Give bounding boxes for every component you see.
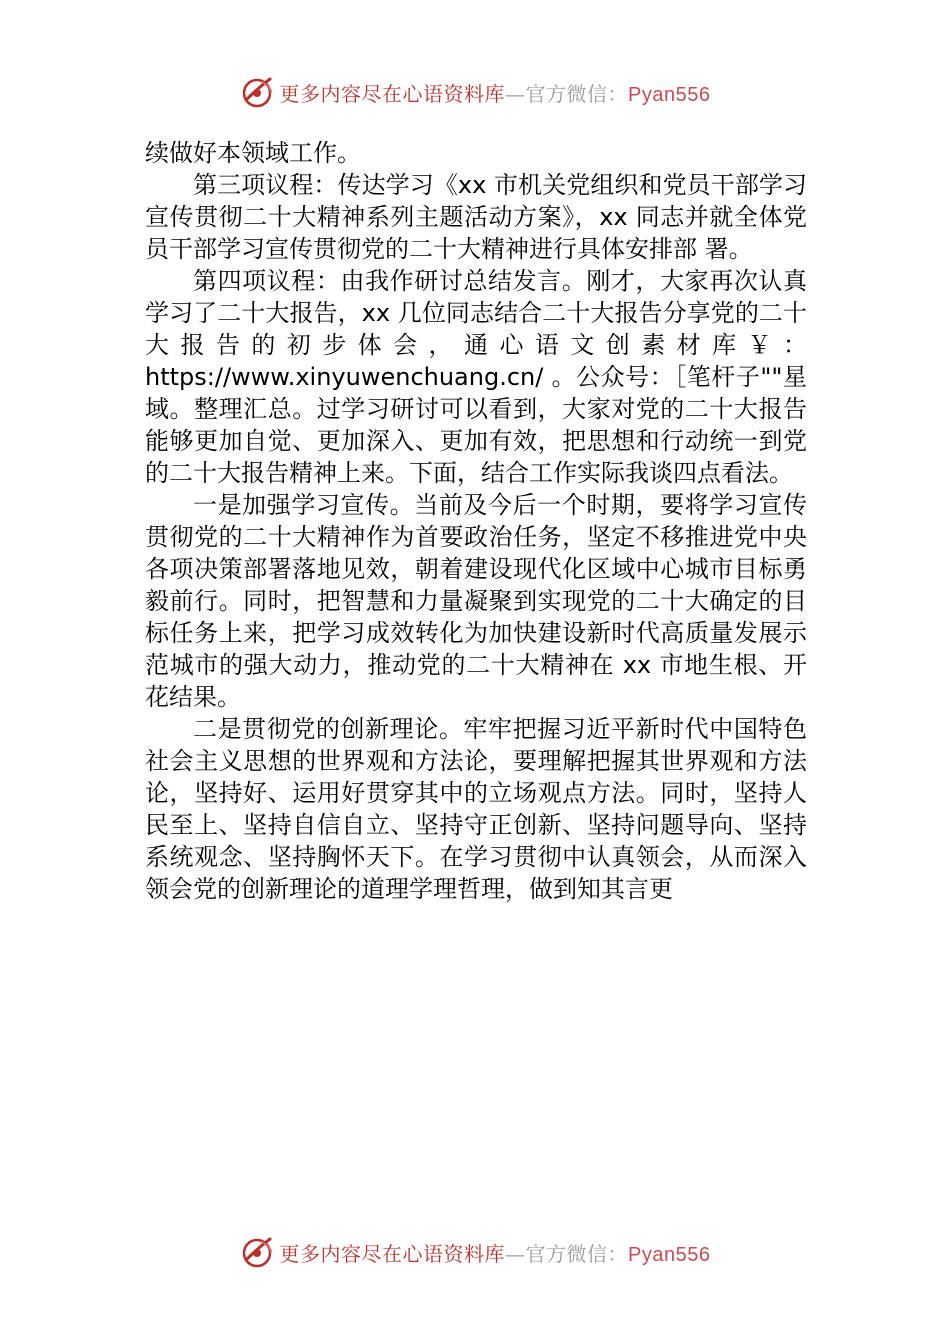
banner-text [280, 78, 711, 107]
banner-wechat-label: —官方微信： [505, 81, 629, 106]
document-body [145, 137, 807, 905]
paragraph-point-1: 一是加强学习宣传。当前及今后一个时期，要将学习宣传贯彻党的二十大精神作为首要政治任务，坚定不移推进党中央各项决策部署落地见效，朝着建设现代化区域中心城市目标勇毅前行。同时，把智慧和力量凝聚到实现党的二十大确定的目标任务上来，把学习成效转化为加快建设新时代高质量发展示范城市的强大动力，推动党的二十大精神在 xx 市地生根、开花结果。 [145, 491, 807, 711]
banner-wechat-id: Pyan556 [628, 1243, 711, 1266]
footer-banner [0, 1230, 950, 1274]
paragraph-continuation: 续做好本领域工作。 [145, 139, 361, 167]
logo-icon [240, 1234, 276, 1270]
paragraph-agenda-4: 第四项议程：由我作研讨总结发言。刚才，大家再次认真学习了二十大报告，xx 几位同志结合二十大报告分享党的二十大报告的初步体会，通心语文创素材库￥：https://www.xinyuwenchuang.cn/ 。公众号：［笔杆子""星域。整理汇总。过学习研讨可以看到，大家对党的二十大报告能够更加自觉、更加深入、更加有效，把思想和行动统一到党的二十大报告精神上来。下面，结合工作实际我谈四点看法。 [145, 267, 807, 487]
banner-wechat-label: —官方微信： [505, 1241, 629, 1266]
banner-site-name: 更多内容尽在心语资料库 [279, 1241, 506, 1266]
paragraph-agenda-3: 第三项议程：传达学习《xx 市机关党组织和党员干部学习宣传贯彻二十大精神系列主题活动方案》，xx 同志并就全体党员干部学习宣传贯彻党的二十大精神进行具体安排部 署。 [145, 171, 807, 263]
paragraph-point-2: 二是贯彻党的创新理论。牢牢把握习近平新时代中国特色社会主义思想的世界观和方法论，要理解把握其世界观和方法论，坚持好、运用好贯穿其中的立场观点方法。同时，坚持人民至上、坚持自信自立、坚持守正创新、坚持问题导向、坚持系统观念、坚持胸怀天下。在学习贯彻中认真领会，从而深入领会党的创新理论的道理学理哲理，做到知其言更 [145, 715, 807, 903]
header-banner [0, 70, 950, 114]
banner-site-name: 更多内容尽在心语资料库 [279, 81, 506, 106]
banner-text [280, 1238, 711, 1267]
banner-wechat-id: Pyan556 [628, 83, 711, 106]
logo-icon [240, 74, 276, 110]
